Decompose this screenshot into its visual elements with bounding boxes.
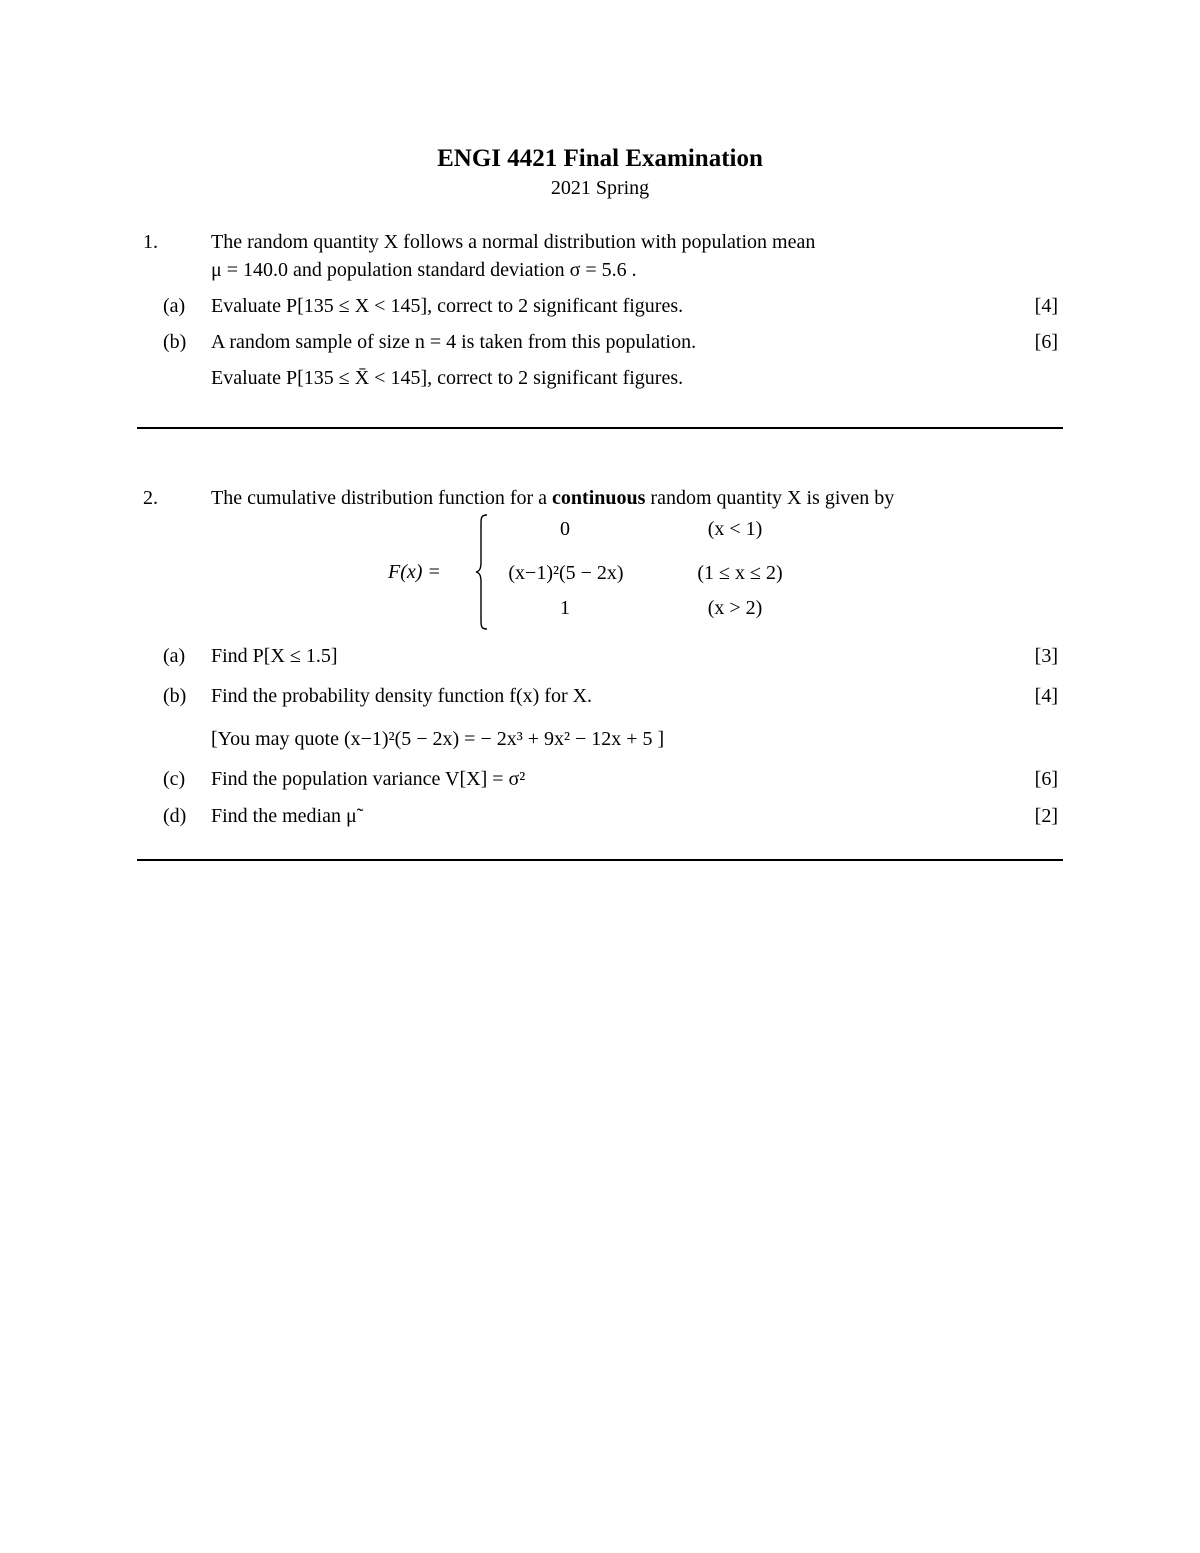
q1a-marks: [4]: [1034, 295, 1058, 317]
cdf-case-1-condition: (x < 1): [707, 518, 763, 540]
cdf-case-2-value: (x−1)²(5 − 2x): [508, 562, 624, 584]
q1b-marks: [6]: [1034, 331, 1058, 353]
q2-intro-bold: continuous: [552, 487, 646, 509]
q2d-text: Find the median μ̃: [211, 805, 357, 827]
q2-number: 2.: [143, 487, 158, 509]
q1b-text-2: Evaluate P[135 ≤ X̄ < 145], correct to 2 significant figures.: [211, 367, 684, 389]
cdf-case-1-value: 0: [560, 518, 570, 540]
q2-intro: [211, 486, 894, 510]
q2a-marks: [3]: [1034, 645, 1058, 667]
q2c-label: (c): [163, 768, 186, 790]
cdf-lhs: F(x) =: [388, 561, 441, 583]
q2b-label: (b): [163, 685, 187, 707]
q1a-label: (a): [163, 295, 186, 317]
q2c-marks: [6]: [1034, 768, 1058, 790]
q1b-label: (b): [163, 331, 187, 353]
q1a-text: Evaluate P[135 ≤ X < 145], correct to 2 significant figures.: [211, 295, 684, 317]
q2-intro-before: The cumulative distribution function for a: [211, 487, 548, 509]
cdf-case-2-condition: (1 ≤ x ≤ 2): [697, 562, 783, 584]
q2a-text: Find P[X ≤ 1.5]: [211, 645, 338, 667]
section-divider-2: [137, 859, 1063, 861]
q2b-hint: [You may quote (x−1)²(5 − 2x) = − 2x³ + 9x² − 12x + 5 ]: [211, 728, 665, 750]
exam-title: ENGI 4421 Final Examination: [437, 145, 763, 172]
q1-line1: The random quantity X follows a normal distribution with population mean: [211, 231, 816, 253]
exam-subtitle: 2021 Spring: [550, 177, 650, 199]
section-divider-1: [137, 427, 1063, 429]
q2b-marks: [4]: [1034, 685, 1058, 707]
q2d-marks: [2]: [1034, 805, 1058, 827]
cdf-case-3-condition: (x > 2): [707, 597, 763, 619]
q1b-text-1: A random sample of size n = 4 is taken from this population.: [211, 331, 697, 353]
q2-intro-after: random quantity X is given by: [650, 487, 895, 509]
q1-number: 1.: [143, 231, 158, 253]
q2b-text: Find the probability density function f(x) for X.: [211, 685, 593, 707]
cdf-case-3-value: 1: [560, 597, 570, 619]
q2d-label: (d): [163, 805, 187, 827]
q1-line2: μ = 140.0 and population standard deviation σ = 5.6 .: [211, 259, 637, 281]
q2c-text: Find the population variance V[X] = σ²: [211, 768, 526, 790]
q2a-label: (a): [163, 645, 186, 667]
